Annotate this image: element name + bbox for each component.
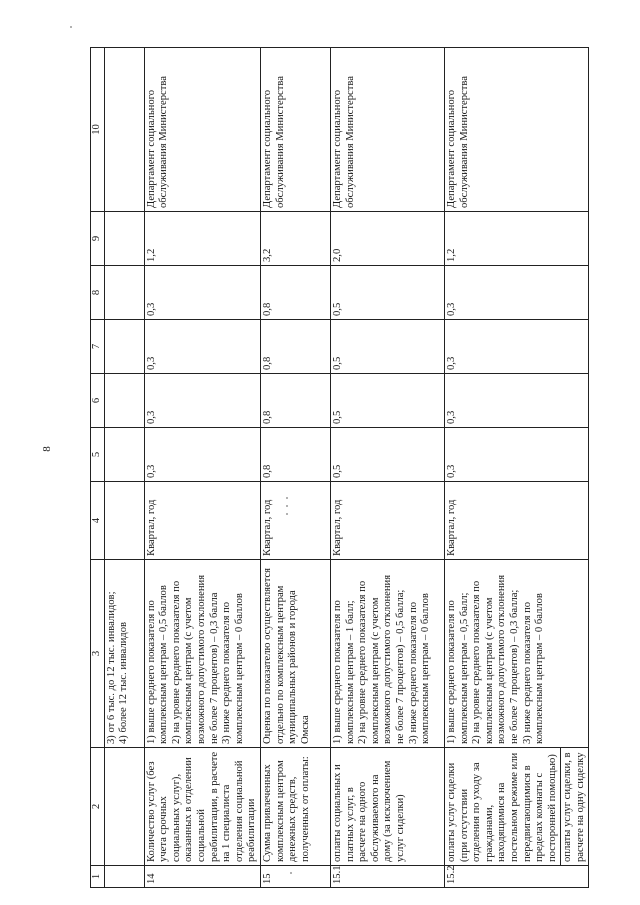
cell-score: 0,5 xyxy=(330,320,444,374)
rotated-table-container xyxy=(90,48,586,888)
criteria-line: 1) выше среднего показателя по комплексным центрам – 1 балл; xyxy=(331,600,356,744)
col-header: 1 xyxy=(91,866,105,888)
criteria-line: 3) ниже среднего показателя по комплексным центрам – 0 баллов xyxy=(521,593,546,744)
table-row xyxy=(260,48,330,888)
criteria-line: 2) на уровне среднего показателя по комплексным центрам (с учетом возможного допустимого отклонения не более 7 процентов) – 0,3 балла; xyxy=(471,574,520,744)
cell-total: 3,2 xyxy=(260,212,330,266)
indicator-main-text: оплаты услуг сиделки (при отсутствии отделения по уходу за гражданами, находящимися на постельном режиме или передвигающимися в пределах комнаты с посторонней помощью) xyxy=(445,748,561,865)
page-number: 8 xyxy=(41,446,53,452)
cell-total: 1,2 xyxy=(444,212,589,266)
col-header: 9 xyxy=(91,212,105,266)
cell-indicator xyxy=(104,748,144,866)
cell-period: Квартал, год xyxy=(444,482,589,560)
col-header: 3 xyxy=(91,560,105,748)
cell-score: 0,5 xyxy=(330,374,444,428)
table-row xyxy=(104,48,144,888)
cell-department xyxy=(104,48,144,212)
cell-score xyxy=(104,320,144,374)
cell-score xyxy=(104,428,144,482)
criteria-line: Оценка по показателю осуществляется отдельно по комплексным центрам муниципальных районов и города Омска xyxy=(261,567,311,744)
cell-score: 0,5 xyxy=(330,266,444,320)
table-row xyxy=(330,48,444,888)
cell-total xyxy=(104,212,144,266)
cell-score: 0,3 xyxy=(444,320,589,374)
col-header: 5 xyxy=(91,428,105,482)
criteria-line: 2) на уровне среднего показателя по комплексным центрам (с учетом возможного допустимого отклонения не более 7 процентов) – 0,5 балла; xyxy=(357,574,406,744)
col-header: 10 xyxy=(91,48,105,212)
cell-criteria xyxy=(144,560,260,748)
col-header: 8 xyxy=(91,266,105,320)
indicator-sub-text: оплаты услуг сиделки, в расчете на одну сиделку xyxy=(562,752,586,862)
cell-number xyxy=(104,866,144,888)
cell-department: Департамент социального обслуживания Министерства xyxy=(444,48,589,212)
cell-number: 14 xyxy=(144,866,260,888)
table-row xyxy=(144,48,260,888)
cell-number: 15.2 xyxy=(444,866,589,888)
cell-score: 0,8 xyxy=(260,374,330,428)
col-header: 2 xyxy=(91,748,105,866)
cell-number: 15.1 xyxy=(330,866,444,888)
criteria-line: 2) на уровне среднего показателя по комплексным центрам (с учетом возможного допустимого отклонения не более 7 процентов) – 0,3 балла xyxy=(170,574,220,744)
cell-score: 0,8 xyxy=(260,428,330,482)
criteria-line: 3) от 6 тыс. до 12 тыс. инвалидов; xyxy=(105,591,117,744)
criteria-line: 4) более 12 тыс. инвалидов xyxy=(118,622,130,744)
table-row xyxy=(444,48,589,888)
cell-score: 0,3 xyxy=(144,266,260,320)
criteria-line: 1) выше среднего показателя по комплексным центрам – 0,5 балл; xyxy=(445,592,470,744)
cell-score xyxy=(104,266,144,320)
cell-score: 0,5 xyxy=(330,428,444,482)
cell-score: 0,3 xyxy=(144,320,260,374)
cell-period: Квартал, год xyxy=(144,482,260,560)
cell-criteria xyxy=(260,560,330,748)
cell-department: Департамент социального обслуживания Министерства xyxy=(330,48,444,212)
cell-period: Квартал, год xyxy=(260,482,330,560)
cell-total: 2,0 xyxy=(330,212,444,266)
cell-score xyxy=(104,374,144,428)
criteria-line: 3) ниже среднего показателя по комплексным центрам – 0 баллов xyxy=(221,593,245,744)
col-header: 6 xyxy=(91,374,105,428)
cell-score: 0,3 xyxy=(144,374,260,428)
cell-indicator xyxy=(444,748,589,866)
cell-indicator: оплаты социальных и платных услуг, в расчете на одного обслуживаемого на дому (за исключением услуг сиделки) xyxy=(330,748,444,866)
cell-score: 0,8 xyxy=(260,320,330,374)
cell-score: 0,3 xyxy=(444,374,589,428)
cell-department: Департамент социального обслуживания Министерства xyxy=(144,48,260,212)
criteria-table xyxy=(90,47,589,888)
cell-score: 0,3 xyxy=(444,428,589,482)
cell-score: 0,3 xyxy=(444,266,589,320)
scan-speck xyxy=(70,26,72,28)
cell-number: 15 xyxy=(260,866,330,888)
cell-period: Квартал, год xyxy=(330,482,444,560)
col-header: 4 xyxy=(91,482,105,560)
cell-department: Департамент социального обслуживания Министерства xyxy=(260,48,330,212)
header-row xyxy=(91,48,105,888)
cell-total: 1,2 xyxy=(144,212,260,266)
cell-criteria xyxy=(444,560,589,748)
cell-period xyxy=(104,482,144,560)
cell-criteria xyxy=(104,560,144,748)
criteria-line: 1) выше среднего показателя по комплексным центрам – 0,5 баллов xyxy=(145,585,170,744)
criteria-line: 3) ниже среднего показателя по комплексным центрам – 0 баллов xyxy=(407,593,432,744)
cell-indicator: Сумма привлеченных комплексным центром денежных средств, полученных от оплаты: xyxy=(260,748,330,866)
col-header: 7 xyxy=(91,320,105,374)
cell-score: 0,3 xyxy=(144,428,260,482)
cell-indicator: Количество услуг (без учета срочных социальных услуг), оказанных в отделении социальной реабилитации, в расчете на 1 специалиста отделения социальной реабилитации xyxy=(144,748,260,866)
cell-criteria xyxy=(330,560,444,748)
cell-score: 0,8 xyxy=(260,266,330,320)
